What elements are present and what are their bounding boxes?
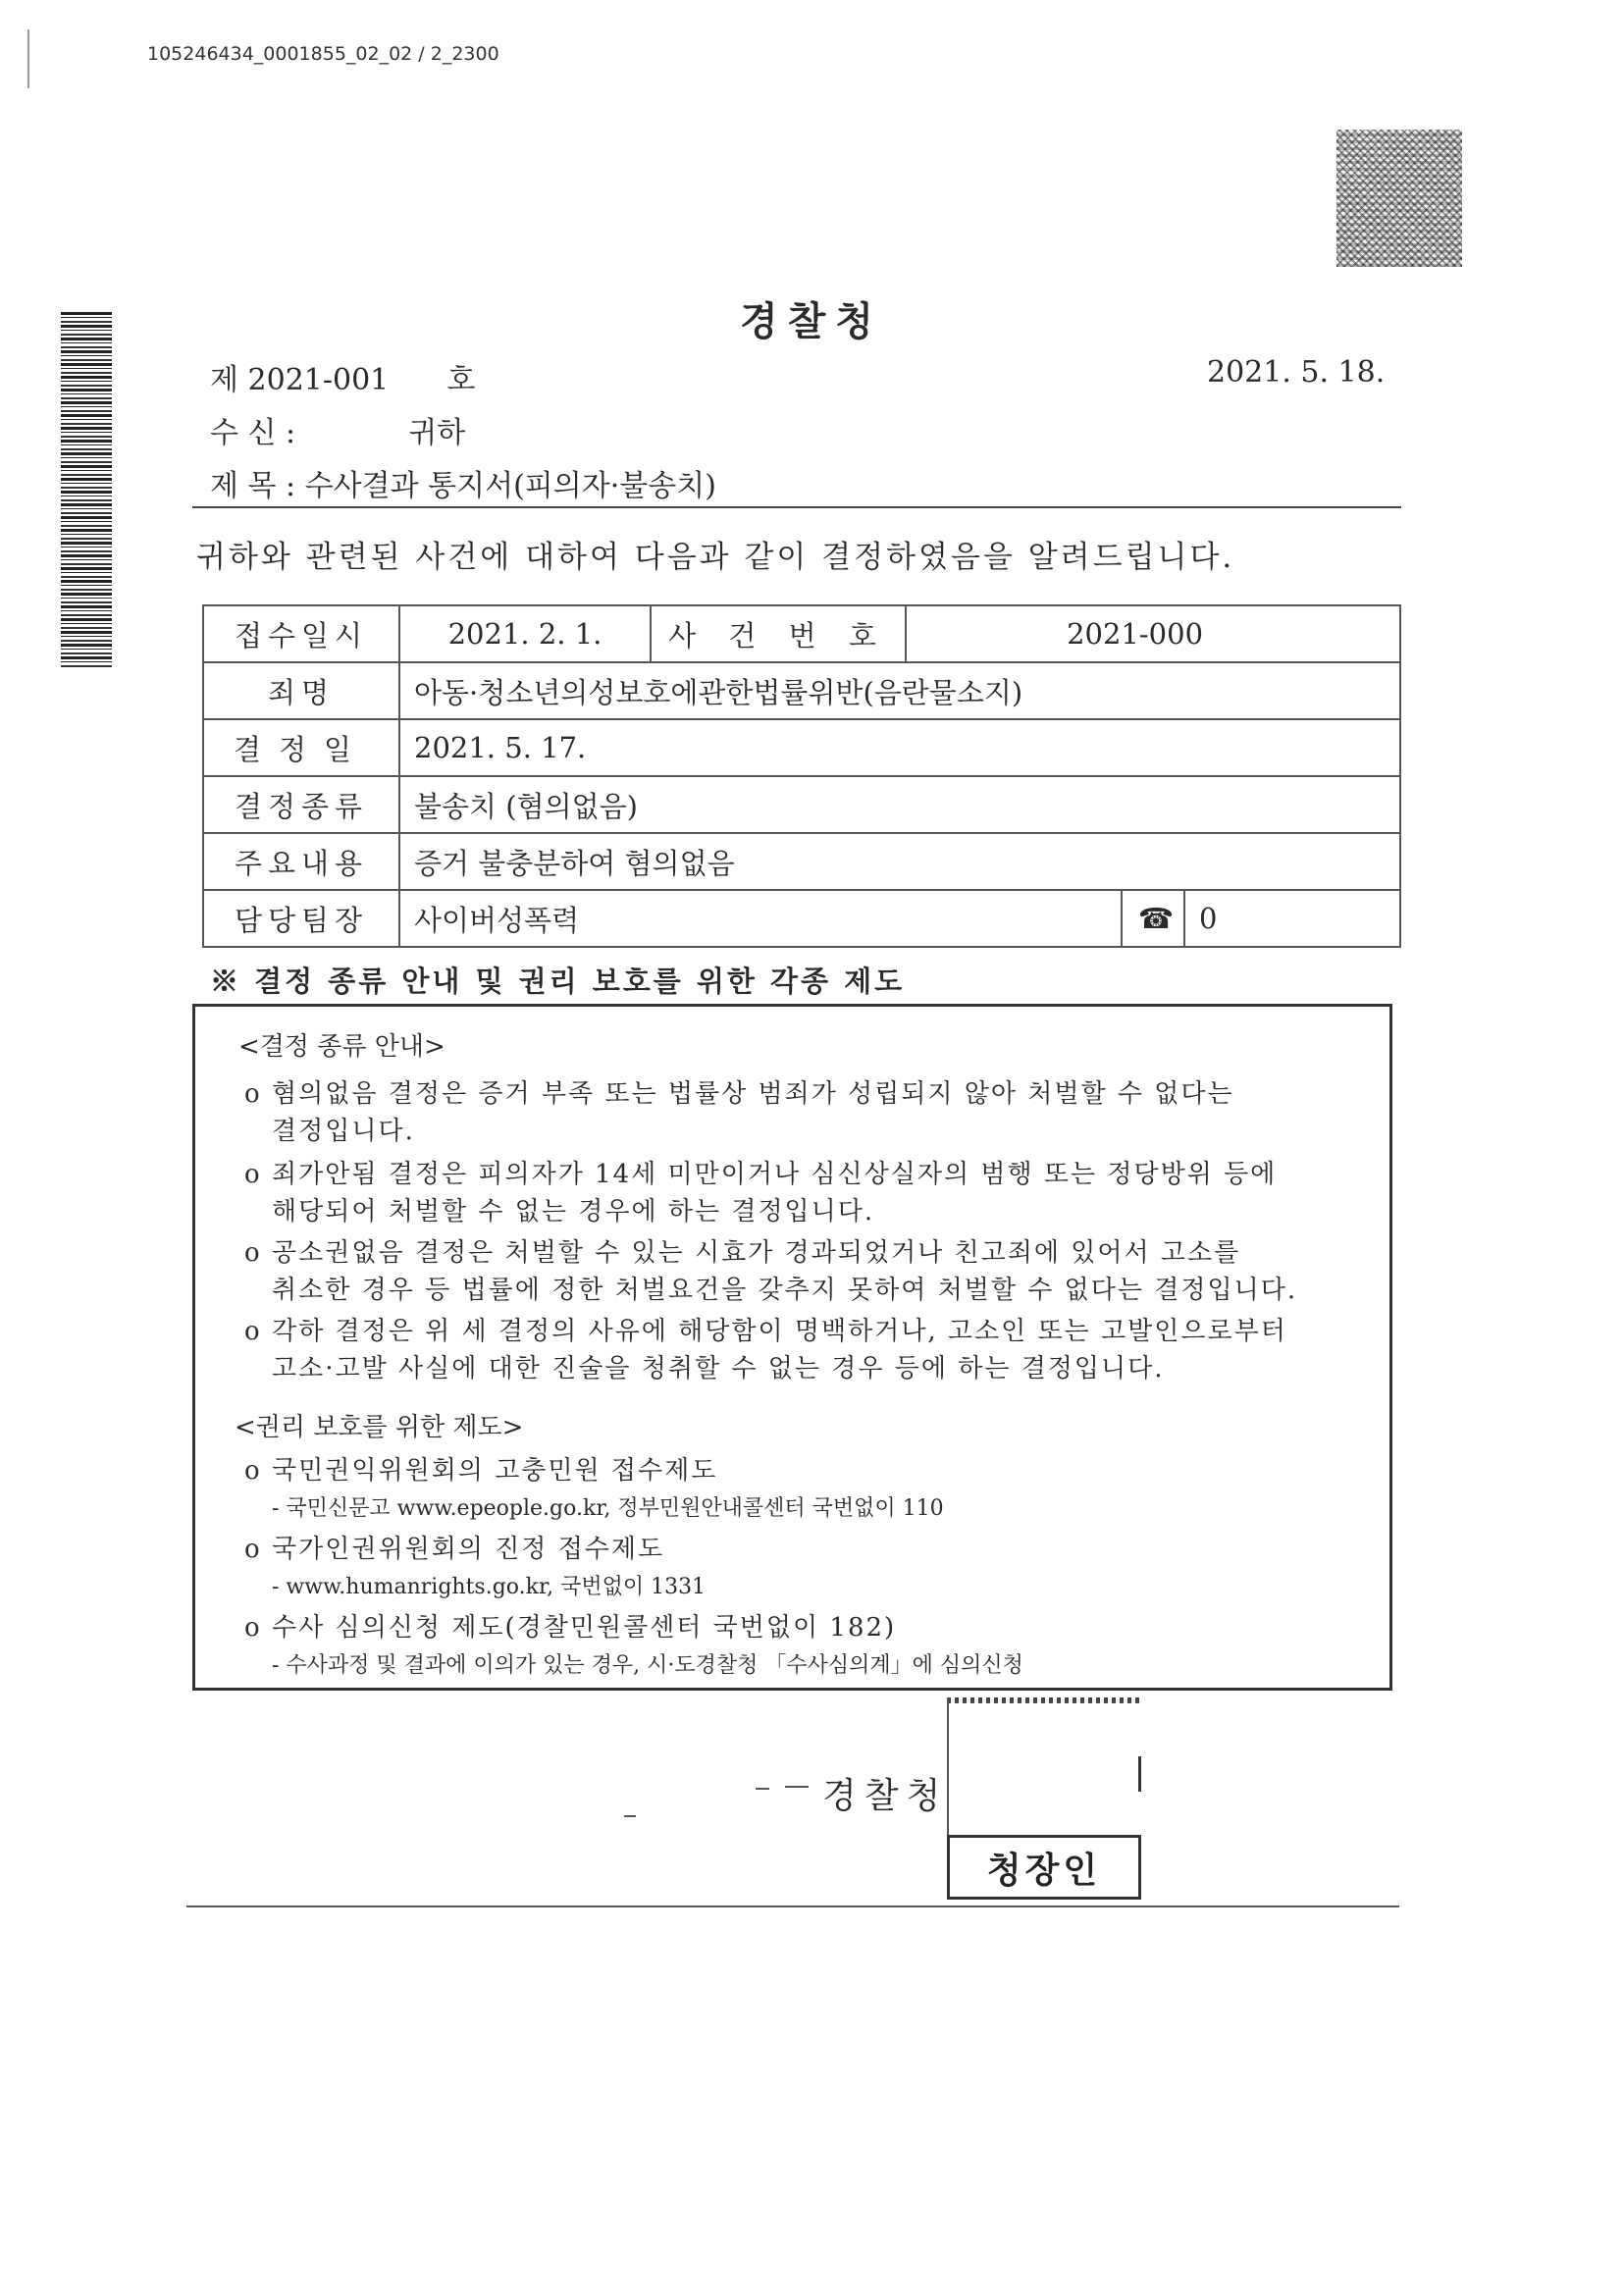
- charge-label: 죄명: [203, 662, 399, 719]
- table-row: [203, 776, 1400, 833]
- bullet-text: 혐의없음 결정은 증거 부족 또는 법률상 범죄가 성립되지 않아 처벌할 수 없다는: [272, 1079, 1234, 1109]
- charge-value: 아동·청소년의성보호에관한법률위반(음란물소지): [399, 662, 1400, 719]
- list-item: [244, 1234, 1363, 1309]
- subject-row: [210, 461, 716, 504]
- case-info-table: [202, 604, 1401, 948]
- doc-date: 2021. 5. 18.: [1207, 355, 1386, 390]
- table-row: [203, 890, 1400, 947]
- list-item: [244, 1075, 1363, 1150]
- bullet-mark: o: [244, 1238, 262, 1268]
- bullet-text-cont: 해당되어 처벌할 수 없는 경우에 하는 결정입니다.: [272, 1197, 875, 1226]
- bullet-text: 각하 결정은 위 세 결정의 사유에 해당함이 명백하거나, 고소인 또는 고발인으로부터: [272, 1317, 1287, 1346]
- redaction-dash: [756, 1788, 769, 1790]
- rights-item-detail: - www.humanrights.go.kr, 국번없이 1331: [272, 1575, 707, 1599]
- footer-divider: [186, 1905, 1399, 1907]
- bullet-mark: o: [244, 1079, 262, 1109]
- rights-item-title: 수사 심의신청 제도(경찰민원콜센터 국번없이 182): [272, 1613, 897, 1643]
- bullet-text: 공소권없음 결정은 처벌할 수 있는 시효가 경과되었거나 친고죄에 있어서 고소를: [272, 1238, 1241, 1268]
- decision-type-value: 불송치 (혐의없음): [399, 776, 1400, 833]
- case-number-value: 2021-000: [906, 605, 1400, 662]
- decision-date-value: 2021. 5. 17.: [399, 719, 1400, 776]
- doc-number-suffix: 호: [446, 363, 476, 397]
- table-row: [203, 605, 1400, 662]
- header-divider: [192, 506, 1401, 508]
- bullet-mark: o: [244, 1160, 262, 1189]
- bullet-mark: o: [244, 1317, 262, 1346]
- scan-edge-line: [27, 29, 29, 88]
- list-item: [244, 1313, 1363, 1387]
- table-row: [203, 662, 1400, 719]
- table-row: [203, 833, 1400, 890]
- recipient-value: 귀하: [408, 416, 466, 450]
- rights-item-detail: - 국민신문고 www.epeople.go.kr, 정부민원안내콜센터 국번없이 110: [272, 1496, 944, 1521]
- subject-value: 수사결과 통지서(피의자·불송치): [304, 469, 716, 503]
- decision-date-label: 결정일: [203, 719, 399, 776]
- notice-box: [192, 1004, 1392, 1691]
- doc-number: [210, 355, 475, 398]
- bullet-mark: o: [244, 1456, 262, 1486]
- team-label: 담당팀장: [203, 890, 399, 947]
- list-item: [244, 1452, 717, 1489]
- case-number-label: 사 건 번 호: [651, 605, 906, 662]
- received-value: 2021. 2. 1.: [399, 605, 651, 662]
- redaction-dash: [785, 1786, 809, 1788]
- list-item: [244, 1609, 896, 1646]
- bullet-text: 죄가안됨 결정은 피의자가 14세 미만이거나 심신상실자의 범행 또는 정당방위 등에: [272, 1160, 1278, 1189]
- recipient-label: 수 신 :: [210, 416, 296, 450]
- bullet-text-cont: 취소한 경우 등 법률에 정한 처벌요건을 갖추지 못하여 처벌할 수 없다는 결정입니다.: [272, 1276, 1298, 1305]
- issuer-name: 경찰청: [822, 1776, 949, 1816]
- subject-label: 제 목 :: [210, 469, 296, 503]
- team-value: 사이버성폭력: [399, 890, 1122, 947]
- notice-title: ※ 결정 종류 안내 및 권리 보호를 위한 각종 제도: [210, 965, 906, 998]
- phone-value: 0: [1184, 890, 1400, 947]
- summary-label: 주요내용: [203, 833, 399, 890]
- doc-number-prefix: 제 2021-001: [210, 363, 390, 397]
- barcode: [61, 312, 112, 667]
- document-id: 105246434_0001855_02_02 / 2_2300: [147, 43, 499, 65]
- list-item: [244, 1531, 664, 1568]
- bullet-mark: o: [244, 1535, 262, 1564]
- decision-type-label: 결정종류: [203, 776, 399, 833]
- table-row: [203, 719, 1400, 776]
- rights-item-title: 국가인권위원회의 진정 접수제도: [272, 1535, 665, 1564]
- intro-text: 귀하와 관련된 사건에 대하여 다음과 같이 결정하였음을 알려드립니다.: [196, 540, 1235, 575]
- received-label: 접수일시: [203, 605, 399, 662]
- summary-value: 증거 불충분하여 혐의없음: [399, 833, 1400, 890]
- recipient-row: [210, 408, 465, 451]
- redaction-dash: [624, 1815, 636, 1817]
- phone-glyph: ☎: [1138, 902, 1175, 935]
- redaction-mark: [1138, 1756, 1141, 1792]
- bullet-mark: o: [244, 1613, 262, 1643]
- rights-item-detail: - 수사과정 및 결과에 이의가 있는 경우, 시·도경찰청 「수사심의계」에 심의신청: [272, 1653, 1023, 1678]
- qr-code: [1336, 130, 1462, 267]
- official-seal: 청장인: [947, 1835, 1141, 1900]
- stamp-border-left: [947, 1697, 1143, 1835]
- bullet-text-cont: 고소·고발 사실에 대한 진술을 청취할 수 없는 경우 등에 하는 결정입니다.: [272, 1354, 1165, 1383]
- section-rights-protection: <권리 보호를 위한 제도>: [235, 1413, 524, 1442]
- agency-title: 경찰청: [740, 298, 883, 344]
- list-item: [244, 1156, 1363, 1230]
- phone-icon: [1122, 890, 1184, 947]
- section-decision-types: <결정 종류 안내>: [238, 1032, 445, 1062]
- bullet-text-cont: 결정입니다.: [272, 1117, 415, 1146]
- rights-item-title: 국민권익위원회의 고충민원 접수제도: [272, 1456, 718, 1486]
